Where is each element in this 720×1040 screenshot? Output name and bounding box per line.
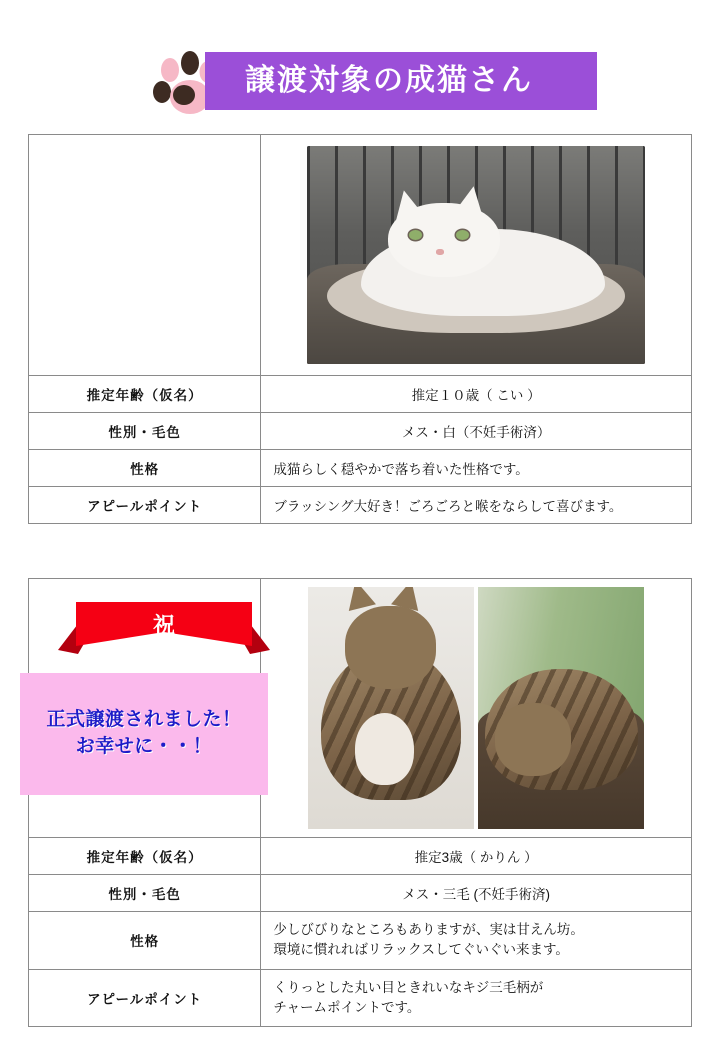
row-label: 性格 bbox=[29, 450, 261, 487]
cat-photo-tabby-sitting bbox=[308, 587, 474, 829]
row-label: 推定年齢（仮名） bbox=[29, 838, 261, 875]
row-value: 推定3歳（ かりん ） bbox=[261, 838, 692, 875]
table-row bbox=[29, 875, 692, 912]
photo-row-spacer bbox=[29, 135, 261, 376]
adopted-line-1: 正式譲渡されました！ bbox=[46, 709, 242, 731]
row-label: 性別・毛色 bbox=[29, 413, 261, 450]
row-label: 性格 bbox=[29, 912, 261, 970]
row-value: メス・白（不妊手術済） bbox=[261, 413, 692, 450]
row-value-line: チャームポイントです。 bbox=[273, 999, 421, 1015]
row-label: 性別・毛色 bbox=[29, 875, 261, 912]
table-row bbox=[29, 487, 692, 524]
photo-row bbox=[29, 135, 692, 376]
adopted-line-2: お幸せに・・！ bbox=[75, 736, 213, 757]
cat-photo-cell-2 bbox=[261, 579, 692, 838]
adopted-notice bbox=[20, 673, 268, 795]
cat-photo-tabby-lying bbox=[478, 587, 644, 829]
cat-card-1 bbox=[28, 134, 692, 524]
celebration-ribbon bbox=[58, 602, 270, 662]
row-value-line: 環境に慣れればリラックスしてぐいぐい来ます。 bbox=[273, 942, 569, 958]
row-value: メス・三毛 (不妊手術済) bbox=[261, 875, 692, 912]
header-banner bbox=[205, 52, 597, 110]
table-row bbox=[29, 413, 692, 450]
table-row bbox=[29, 912, 692, 970]
page-header bbox=[0, 26, 720, 98]
cat-photo-cell-1 bbox=[261, 135, 692, 376]
row-value: 推定１０歳（ こい ） bbox=[261, 376, 692, 413]
row-value bbox=[261, 969, 692, 1027]
ribbon-label: 祝 bbox=[152, 612, 175, 638]
table-row bbox=[29, 376, 692, 413]
page-title: 譲渡対象の成猫さん bbox=[245, 64, 533, 97]
row-value: ブラッシング大好き！ごろごろと喉をならして喜びます。 bbox=[261, 487, 692, 524]
row-value bbox=[261, 912, 692, 970]
row-value-line: くりっとした丸い目ときれいなキジ三毛柄が bbox=[273, 979, 544, 995]
table-row bbox=[29, 838, 692, 875]
row-label: アピールポイント bbox=[29, 487, 261, 524]
row-value-line: 少しびびりなところもありますが、実は甘えん坊。 bbox=[273, 922, 584, 937]
cat-photo-white bbox=[307, 146, 645, 364]
row-label: 推定年齢（仮名） bbox=[29, 376, 261, 413]
row-label: アピールポイント bbox=[29, 969, 261, 1027]
row-value: 成猫らしく穏やかで落ち着いた性格です。 bbox=[261, 450, 692, 487]
table-row bbox=[29, 969, 692, 1027]
table-row bbox=[29, 450, 692, 487]
